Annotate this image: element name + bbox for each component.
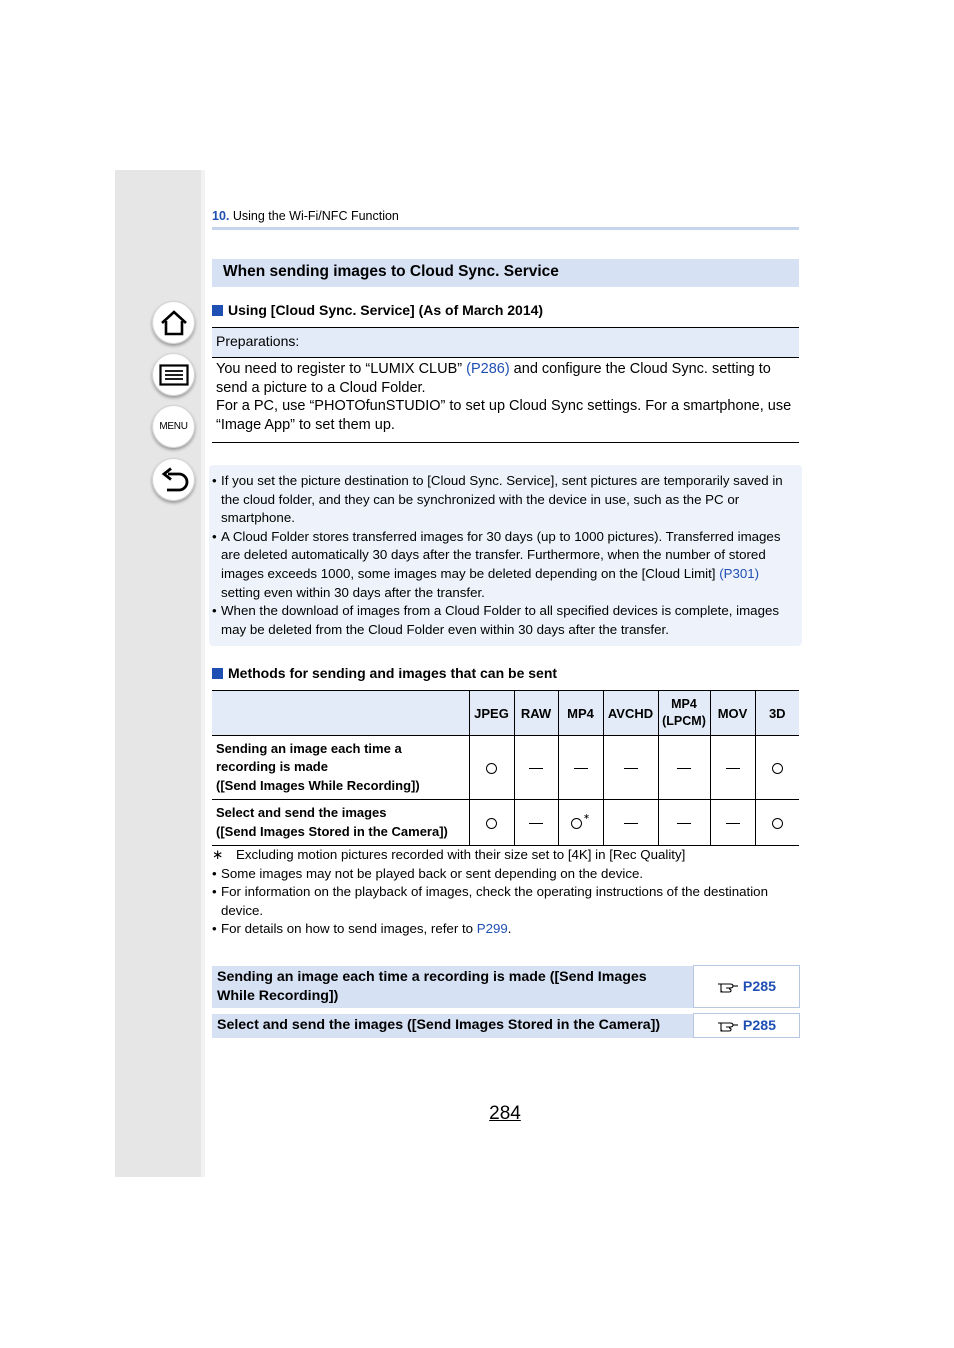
row-label-line: Select and send the images [216, 805, 387, 820]
note-item: • When the download of images from a Cloud Folder to all specified devices is complete, images may be deleted from the Cloud Folder even within 30 days after the transfer. [212, 602, 798, 639]
pointing-hand-icon [717, 1019, 739, 1032]
dash-icon [624, 768, 638, 769]
dash-icon [574, 768, 588, 769]
subsection-title: Methods for sending and images that can be sent [228, 665, 558, 681]
column-header-mp4-lpcm [658, 691, 710, 736]
contents-button[interactable] [152, 353, 195, 396]
note-text: For details on how to send images, refer to [221, 921, 477, 937]
unsupported-mark [658, 800, 710, 846]
circle-icon [486, 818, 497, 829]
table-row [212, 800, 799, 846]
row-label-line: Sending an image each time a [216, 740, 402, 756]
row-label-line: ([Send Images Stored in the Camera]) [216, 823, 448, 839]
supported-mark [755, 800, 799, 846]
subsection-title: Using [Cloud Sync. Service] (As of March 2014) [228, 302, 544, 318]
back-button[interactable] [152, 458, 195, 501]
footnote-text: Excluding motion pictures recorded with their size set to [4K] in [Rec Quality] [236, 847, 686, 862]
note-text: . [507, 921, 512, 937]
reference-box-send-while-recording [212, 965, 800, 1008]
dash-icon [624, 823, 638, 824]
reference-link[interactable] [694, 1014, 800, 1038]
row-label [212, 800, 469, 846]
unsupported-mark [514, 736, 558, 800]
link-p299[interactable]: P299 [476, 921, 508, 937]
dash-icon [529, 823, 543, 824]
reference-page[interactable]: P285 [742, 978, 777, 995]
circle-icon [772, 818, 783, 829]
note-text: setting even within 30 days after the transfer. [221, 584, 485, 600]
circle-icon [486, 763, 497, 774]
unsupported-mark [710, 736, 755, 800]
note-item: • Some images may not be played back or sent depending on the device. [212, 865, 802, 884]
dash-icon [529, 768, 543, 769]
footnote [212, 846, 802, 865]
note-item [212, 920, 802, 939]
sidebar-divider [201, 170, 205, 1177]
pointing-hand-icon [717, 980, 739, 993]
chapter-number: 10. [212, 209, 230, 223]
row-label [212, 736, 469, 800]
prep-line1-start: You need to register to “LUMIX CLUB” [216, 361, 467, 377]
column-header-mov: MOV [710, 691, 755, 736]
column-header-raw: RAW [514, 691, 558, 736]
note-item: • If you set the picture destination to [Cloud Sync. Service], sent pictures are temporarily saved in the cloud folder, and they can be synchronized with the device in use, such as the PC or smartphone. [212, 472, 798, 528]
header-line: (LPCM) [662, 714, 706, 728]
dash-icon [726, 823, 740, 824]
reference-box-send-stored [212, 1013, 800, 1038]
unsupported-mark [558, 736, 603, 800]
circle-icon [772, 763, 783, 774]
table-notes [212, 846, 802, 939]
breadcrumb-rule [212, 227, 799, 230]
link-p301[interactable]: (P301) [719, 565, 760, 581]
footnote-symbol: ∗ [212, 847, 224, 862]
preparations-box [212, 327, 799, 443]
supported-mark [469, 736, 514, 800]
section-title: When sending images to Cloud Sync. Service [212, 259, 799, 287]
notes-box [209, 465, 802, 646]
preparations-label: Preparations: [212, 328, 799, 358]
subsection-heading-cloud-sync [212, 302, 543, 318]
prep-line2: For a PC, use “PHOTOfunSTUDIO” to set up Cloud Sync settings. For a smartphone, use “Image App” to set them up. [216, 398, 792, 433]
dash-icon [726, 768, 740, 769]
back-icon [159, 467, 189, 493]
column-header-mp4: MP4 [558, 691, 603, 736]
row-label-line: ([Send Images While Recording]) [216, 777, 420, 793]
methods-table [212, 690, 799, 846]
column-header-avchd: AVCHD [603, 691, 658, 736]
reference-text: Sending an image each time a recording is made ([Send Images While Recording]) [212, 966, 694, 1008]
menu-icon: MENU [159, 421, 188, 432]
unsupported-mark [603, 800, 658, 846]
row-label-line: recording is made [216, 759, 328, 775]
reference-page[interactable]: P285 [742, 1017, 777, 1034]
unsupported-mark [603, 736, 658, 800]
note-item [212, 528, 798, 602]
column-header-3d: 3D [755, 691, 799, 736]
page-number: 284 [489, 1103, 521, 1124]
supported-mark [469, 800, 514, 846]
unsupported-mark [658, 736, 710, 800]
link-p286[interactable]: (P286) [466, 361, 510, 377]
supported-mark [755, 736, 799, 800]
table-header-blank [212, 691, 469, 736]
breadcrumb [212, 209, 399, 223]
dash-icon [677, 768, 691, 769]
menu-button[interactable] [152, 405, 195, 448]
square-bullet-icon [212, 668, 223, 679]
home-icon [159, 309, 189, 337]
note-item: • For information on the playback of images, check the operating instructions of the destination device. [212, 883, 802, 920]
contents-list-icon [159, 364, 189, 386]
note-text: A Cloud Folder stores transferred images for 30 days (up to 1000 pictures). Transferred images are deleted automatically 30 days after the transfer. Furthermore, when the number of stored images exceeds 1000, some images may be deleted depending on the [Cloud Limit] [221, 528, 781, 581]
footnote-marker: ∗ [583, 812, 590, 821]
header-line: MP4 [671, 697, 697, 711]
chapter-title: Using the Wi-Fi/NFC Function [232, 209, 399, 223]
reference-text: Select and send the images ([Send Images Stored in the Camera]) [212, 1014, 694, 1038]
table-row [212, 736, 799, 800]
preparations-text [212, 358, 799, 434]
unsupported-mark [514, 800, 558, 846]
home-button[interactable] [152, 301, 195, 344]
unsupported-mark [710, 800, 755, 846]
circle-icon [571, 818, 582, 829]
column-header-jpeg: JPEG [469, 691, 514, 736]
prep-line1-end: and configure the Cloud Sync. setting to send a picture to a Cloud Folder. [216, 361, 771, 396]
reference-link[interactable] [694, 966, 800, 1008]
dash-icon [677, 823, 691, 824]
supported-mark-footnote [558, 800, 603, 846]
square-bullet-icon [212, 305, 223, 316]
subsection-heading-methods [212, 665, 557, 681]
